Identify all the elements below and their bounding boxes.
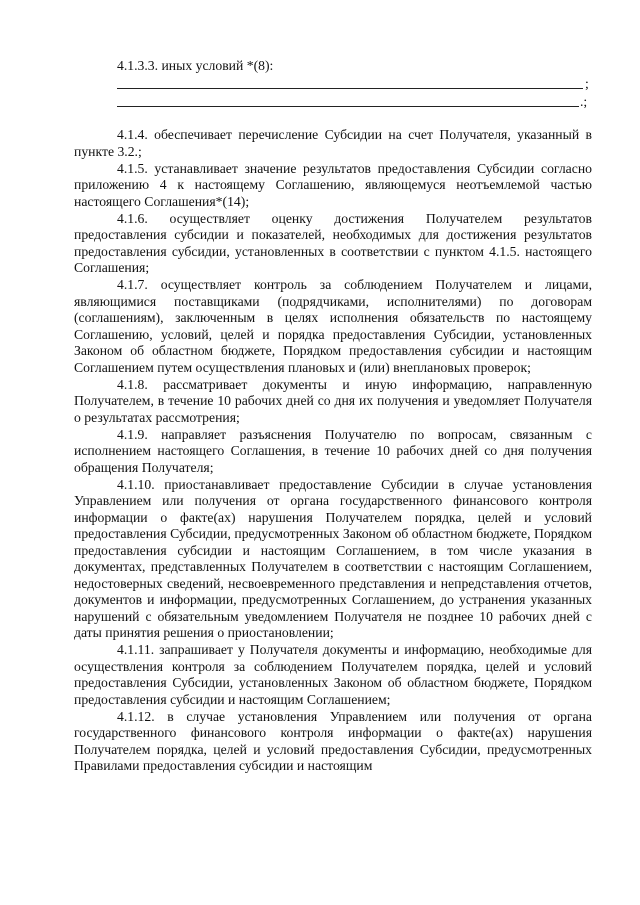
paragraph-4-1-4: 4.1.4. обеспечивает перечисление Субсидии на счет Получателя, указанный в пункте 3.2.;: [74, 127, 592, 159]
paragraph-4-1-12: 4.1.12. в случае установления Управлением или получения от органа государственного финансового контроля информации о факте(ах) нарушения Получателем порядка, целей и условий предоставления Субсидии, предусмотренных Правилами предоставления субсидии и настоящим: [74, 708, 592, 773]
paragraph-4-1-10: 4.1.10. приостанавливает предоставление Субсидии в случае установления Управлением или получения от органа государственного финансового контроля информации о факте(ах) нарушения Получателем порядка, целей и условий предоставления Субсидии, предусмотренных Законом об областном бюджете, Порядком предоставления субсидии и настоящим Соглашением, в том числе указания в документах, представленных Получателем в соответствии с настоящим Соглашением, недостоверных сведений, несвоевременного представления и непредставления отчетов, документов и информации, предусмотренных Соглашением, до устранения указанных нарушений с обязательным уведомлением Получателя не позднее 10 рабочих дней с даты принятия решения о приостановлении;: [74, 476, 592, 640]
paragraph-4-1-8: 4.1.8. рассматривает документы и иную информацию, направленную Получателем, в течение 10 рабочих дней со дня их получения и уведомляет Получателя о результатах рассмотрения;: [74, 376, 592, 425]
paragraph-4-1-9: 4.1.9. направляет разъяснения Получателю по вопросам, связанным с исполнением настоящего Соглашения, в течение 10 рабочих дней со дня получения обращения Получателя;: [74, 426, 592, 475]
paragraph-4-1-7: 4.1.7. осуществляет контроль за соблюдением Получателем и лицами, являющимися поставщиками (подрядчиками, исполнителями) по договорам (соглашениям), заключенным в целях исполнения обязательств по настоящему Соглашению, условий, целей и порядка предоставления Субсидии, установленных Законом об областном бюджете, Порядком предоставления субсидии и настоящим Соглашением путем осуществления плановых и (или) внеплановых проверок;: [74, 277, 592, 375]
document-body: [74, 127, 592, 775]
blank-line-1-end: ;: [585, 76, 589, 91]
blank-line-2-end: .;: [580, 94, 588, 109]
paragraph-4-1-6: 4.1.6. осуществляет оценку достижения Получателем результатов предоставления субсидии и показателей, необходимых для достижения результатов предоставления субсидии, установленных в соответствии с пунктом 4.1.5. настоящего Соглашения;: [74, 210, 592, 275]
paragraph-4-1-11: 4.1.11. запрашивает у Получателя документы и информацию, необходимые для осуществления контроля за соблюдением Получателем порядка, целей и условий предоставления Субсидии, установленных Законом об областном бюджете, Порядком предоставления субсидии и настоящим Соглашением;: [74, 642, 592, 707]
paragraph-4-1-5: 4.1.5. устанавливает значение результатов предоставления Субсидии согласно приложению 4 к настоящему Соглашению, являющемуся неотъемлемой частью настоящего Соглашения*(14);: [74, 160, 592, 209]
blank-fill-line-1: [117, 88, 583, 89]
blank-fill-line-2: [117, 106, 579, 107]
section-heading: 4.1.3.3. иных условий *(8):: [117, 58, 274, 73]
